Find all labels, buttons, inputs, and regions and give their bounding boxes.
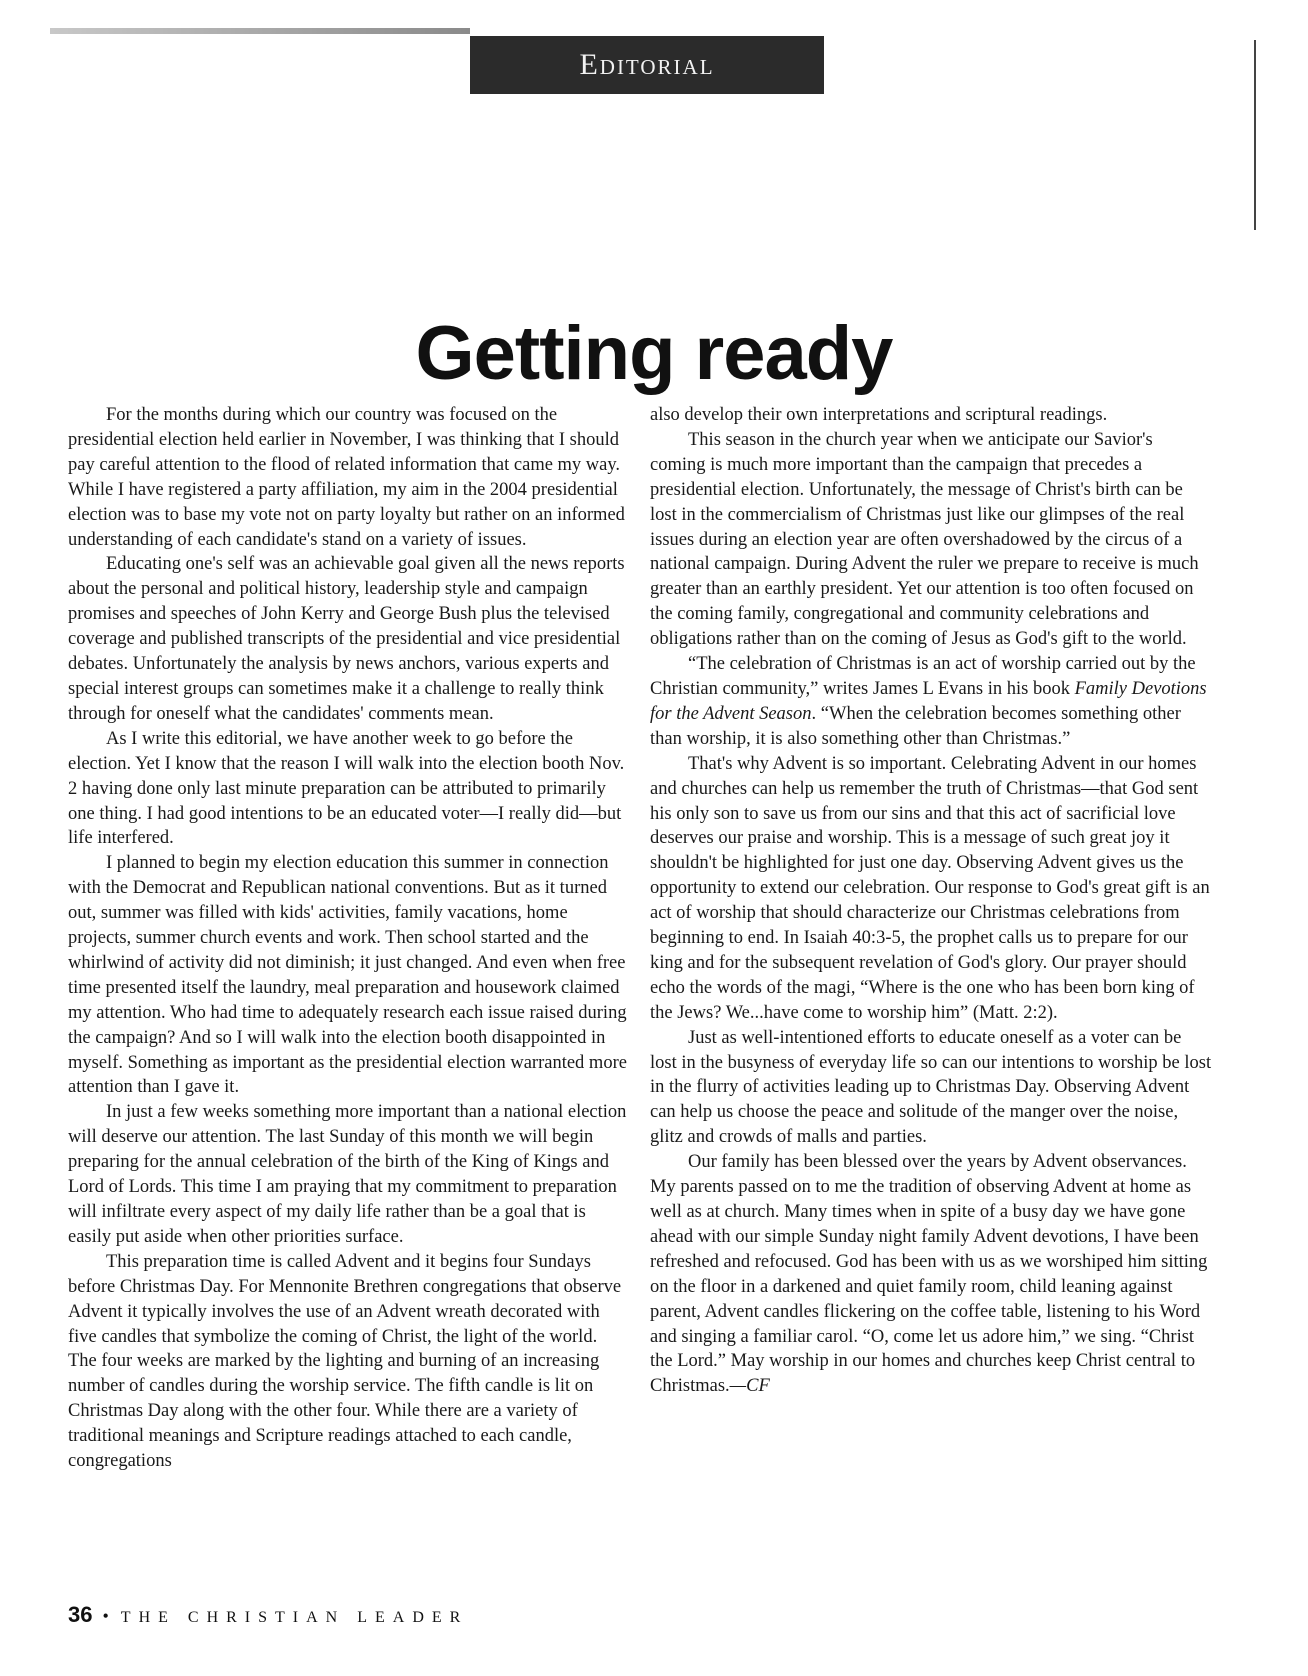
- paragraph: Just as well-intentioned efforts to educate oneself as a voter can be lost in the busyness of everyday life so can our intentions to worship be lost in the flurry of activities leading up to Christmas Day. Observing Advent can help us choose the peace and solitude of the manger over the noise, glitz and crowds of malls and parties.: [650, 1027, 1212, 1148]
- book-title: Family Devotions for the Advent Season: [650, 678, 1207, 724]
- paragraph: That's why Advent is so important. Celebrating Advent in our homes and churches can help us remember the truth of Christmas—that God sent his only son to save us from our sins and that this act of sacrificial love deserves our praise and worship. This is a message of such great joy it shouldn't be highlighted for just one day. Observing Advent gives us the opportunity to extend our celebration. Our response to God's great gift is an act of worship that should characterize our Christmas celebrations from beginning to end. In Isaiah 40:3-5, the prophet calls us to prepare for our king and for the subsequent revelation of God's glory. Our prayer should echo the words of the magi, “Where is the one who has been born king of the Jews? We...have come to worship him” (Matt. 2:2).: [650, 753, 1210, 1023]
- final-paragraph: [650, 1150, 1212, 1399]
- paragraph: Educating one's self was an achievable goal given all the news reports about the personal and political history, leadership style and campaign promises and speeches of John Kerry and George Bush plus the televised coverage and published transcripts of the presidential and vice presidential debates. Unfortunately the analysis by news anchors, various experts and special interest groups can sometimes make it a challenge to really think through for oneself what the candidates' comments mean.: [68, 554, 625, 724]
- publication-name: THE CHRISTIAN LEADER: [120, 1609, 469, 1626]
- footer-bullet: •: [102, 1606, 109, 1626]
- quote-text-before: “The celebration of Christmas is an act of worship carried out by the Christian community,” writes James L Evans in his book: [650, 654, 1196, 699]
- quote-paragraph: [650, 652, 1212, 752]
- paragraph-continuation: also develop their own interpretations and scriptural readings.: [650, 405, 1108, 425]
- section-label: Editorial: [579, 48, 715, 81]
- right-column: [650, 403, 1212, 1399]
- paragraph: For the months during which our country was focused on the presidential election held earlier in November, I was thinking that I should pay careful attention to the flood of related information that came my way. While I have registered a party affiliation, my aim in the 2004 presidential election was to base my vote not on party loyalty but rather on an informed understanding of each candidate's stand on a variety of issues.: [68, 405, 625, 550]
- section-banner: [470, 36, 824, 94]
- paragraph: As I write this editorial, we have another week to go before the election. Yet I know that the reason I will walk into the election booth Nov. 2 having done only last minute preparation can be attributed to primarily one thing. I had good intentions to be an educated voter—I really did—but life interfered.: [68, 728, 625, 849]
- quote-text-after: . “When the celebration becomes something other than worship, it is also something other than Christmas.”: [650, 703, 1181, 749]
- page-footer: [68, 1602, 468, 1628]
- paragraph: I planned to begin my election education this summer in connection with the Democrat and Republican national conventions. But as it turned out, summer was filled with kids' activities, family vacations, home projects, summer church events and work. Then school started and the whirlwind of activity did not diminish; it just changed. And even when free time presented itself the laundry, meal preparation and housework claimed my attention. Who had time to adequately research each issue raised during the campaign? And so I will walk into the election booth disappointed in myself. Something as important as the presidential election warranted more attention than I gave it.: [68, 853, 627, 1098]
- page-edge-line: [1254, 40, 1256, 230]
- paragraph: In just a few weeks something more important than a national election will deserve our attention. The last Sunday of this month we will begin preparing for the annual celebration of the birth of the King of Kings and Lord of Lords. This time I am praying that my commitment to preparation will infiltrate every aspect of my daily life rather than be a goal that is easily put aside when other priorities surface.: [68, 1102, 627, 1247]
- author-signature: —CF: [729, 1376, 770, 1397]
- page-number: 36: [68, 1602, 93, 1627]
- final-text: Our family has been blessed over the years by Advent observances. My parents passed on to me the tradition of observing Advent at home as well as at church. Many times when in spite of a busy day we have gone ahead with our simple Sunday night family Advent devotions, I have been refreshed and refocused. God has been with us as we worshiped him sitting on the floor in a darkened and quiet family room, child leaning against parent, Advent candles flickering on the coffee table, listening to his Word and singing a familiar carol. “O, come let us adore him,” we sing. “Christ the Lord.” May worship in our homes and churches keep Christ central to Christmas.: [650, 1152, 1208, 1397]
- article-title: Getting ready: [415, 311, 893, 396]
- paragraph: This preparation time is called Advent and it begins four Sundays before Christmas Day. For Mennonite Brethren congregations that observe Advent it typically involves the use of an Advent wreath decorated with five candles that symbolize the coming of Christ, the light of the world. The four weeks are marked by the lighting and burning of an increasing number of candles during the worship service. The fifth candle is lit on Christmas Day along with the other four. While there are a variety of traditional meanings and Scripture readings attached to each candle, congregations: [68, 1251, 622, 1472]
- top-rule: [50, 28, 470, 34]
- paragraph: This season in the church year when we anticipate our Savior's coming is much more important than the campaign that precedes a presidential election. Unfortunately, the message of Christ's birth can be lost in the commercialism of Christmas just like our glimpses of the real issues during an election year are often overshadowed by the circus of a national campaign. During Advent the ruler we prepare to receive is much greater than an earthly president. Yet our attention is too often focused on the coming family, congregational and community celebrations and obligations rather than on the coming of Jesus as God's gift to the world.: [650, 429, 1199, 650]
- left-column: [68, 403, 630, 1474]
